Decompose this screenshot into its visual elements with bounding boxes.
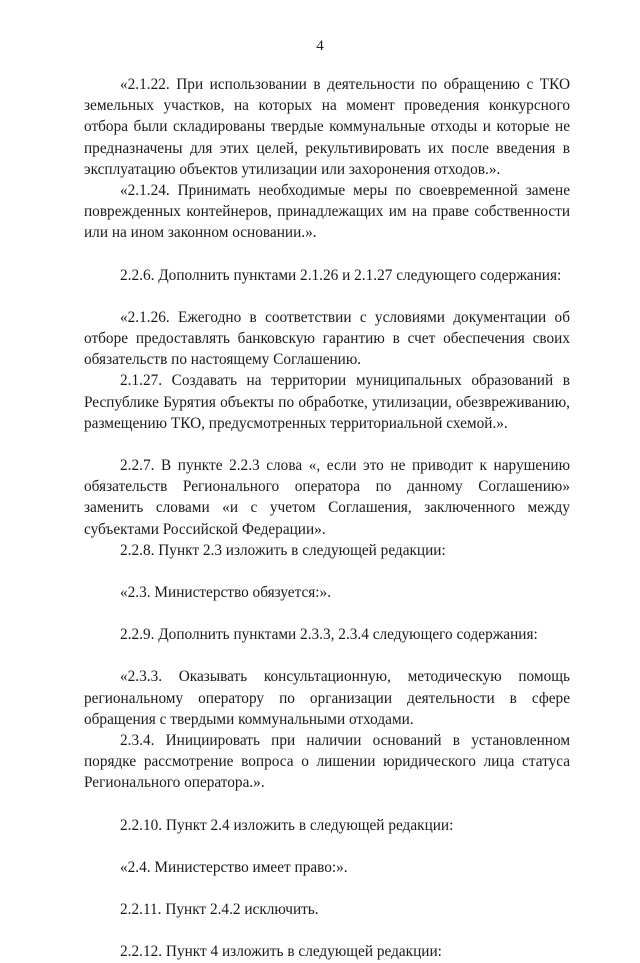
paragraph-2-2-8: 2.2.8. Пункт 2.3 изложить в следующей редакции:: [120, 541, 446, 559]
spacer: [84, 794, 570, 815]
paragraph-2-3: «2.3. Министерство обязуется:».: [120, 584, 332, 602]
spacer: [84, 286, 570, 307]
paragraph-2-2-11: 2.2.11. Пункт 2.4.2 исключить.: [120, 901, 319, 919]
paragraph-2-3-4: 2.3.4. Инициировать при наличии оснований в установленном порядке рассмотрение вопроса о лишении юридического лица статуса Регионального оператора.».: [84, 732, 570, 792]
spacer: [84, 920, 570, 941]
paragraph-2-2-10: 2.2.10. Пункт 2.4 изложить в следующей редакции:: [120, 816, 454, 834]
paragraph-2-2-9: 2.2.9. Дополнить пунктами 2.3.3, 2.3.4 следующего содержания:: [120, 626, 538, 644]
paragraph-2-2-6: 2.2.6. Дополнить пунктами 2.1.26 и 2.1.27 следующего содержания:: [120, 266, 562, 284]
spacer: [84, 561, 570, 582]
paragraph-2-2-7: 2.2.7. В пункте 2.2.3 слова «, если это не приводит к нарушению обязательств Регионального оператора по данному Соглашению» заменить словами «и с учетом Соглашения, заключенного между субъектами Российской Федерации».: [84, 457, 570, 538]
spacer: [84, 645, 570, 666]
spacer: [84, 244, 570, 265]
page-number: 4: [316, 38, 324, 54]
paragraph-2-1-27: 2.1.27. Создавать на территории муниципальных образований в Республике Бурятия объекты по обработке, утилизации, обезвреживанию, размещению ТКО, предусмотренных территориальной схемой.».: [84, 372, 570, 432]
spacer: [84, 434, 570, 455]
spacer: [84, 603, 570, 624]
paragraph-2-1-24: «2.1.24. Принимать необходимые меры по своевременной замене поврежденных контейнеров, принадлежащих им на праве собственности или на ином законном основании.».: [84, 182, 570, 242]
paragraph-2-3-3: «2.3.3. Оказывать консультационную, методическую помощь региональному оператору по организации деятельности в сфере обращения с твердыми коммунальными отходами.: [84, 668, 570, 728]
paragraph-2-1-22: «2.1.22. При использовании в деятельности по обращению с ТКО земельных участков, на которых на момент проведения конкурсного отбора были складированы твердые коммунальные отходы и которые не предназначены для этих целей, рекультивировать их после введения в эксплуатацию объектов утилизации или захоронения отходов.».: [84, 76, 570, 178]
document-body: [84, 74, 570, 963]
paragraph-2-1-26: «2.1.26. Ежегодно в соответствии с условиями документации об отборе предоставлять банковскую гарантию в счет обеспечения своих обязательств по настоящему Соглашению.: [84, 308, 570, 369]
spacer: [84, 878, 570, 899]
paragraph-2-2-12: 2.2.12. Пункт 4 изложить в следующей редакции:: [120, 943, 442, 961]
paragraph-2-4: «2.4. Министерство имеет право:».: [120, 858, 348, 876]
spacer: [84, 836, 570, 857]
